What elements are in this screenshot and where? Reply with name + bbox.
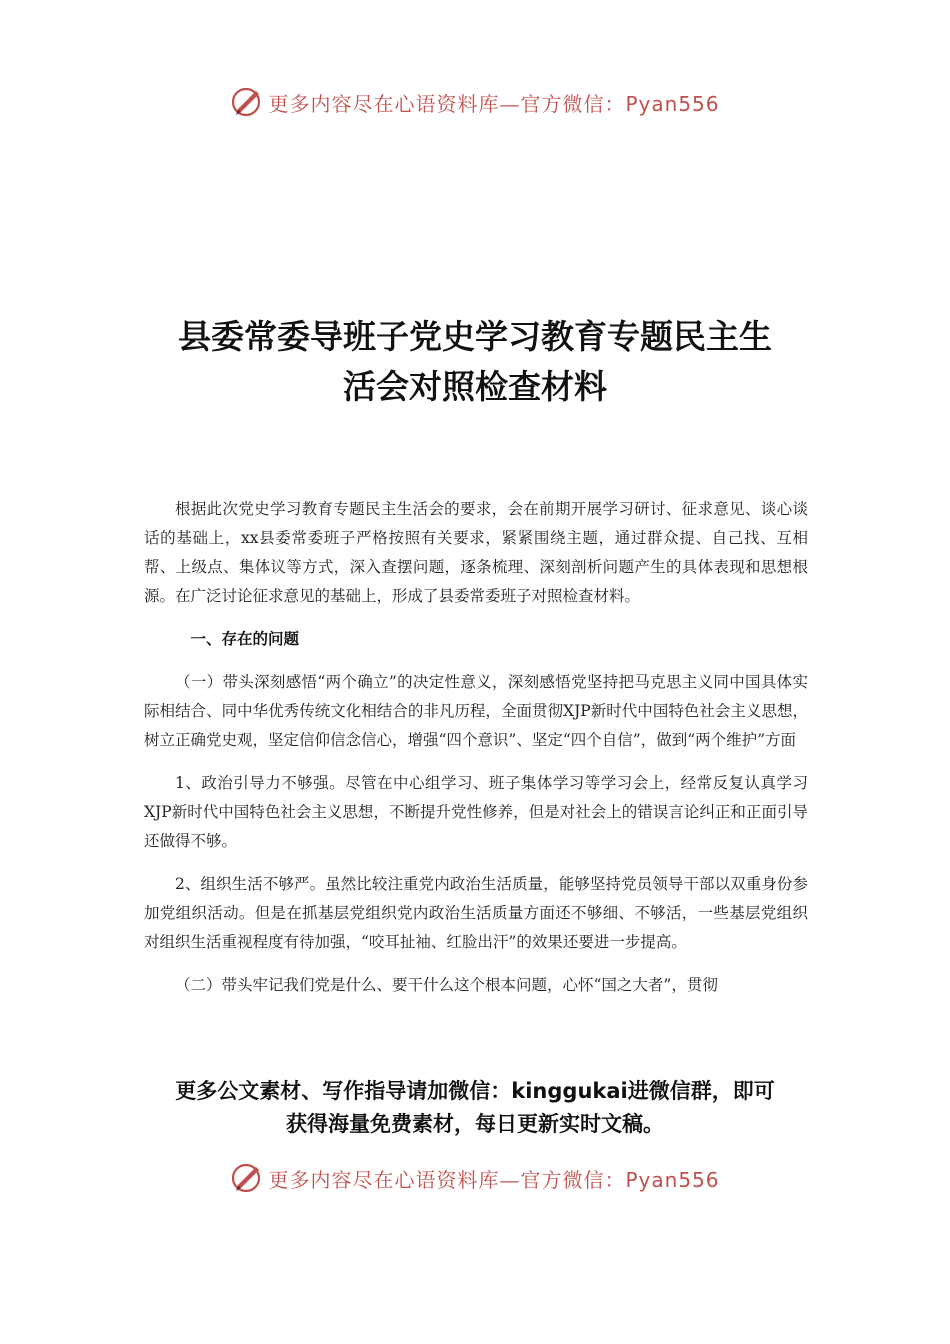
banner-wechat-id: Pyan556	[625, 1167, 720, 1192]
header-banner	[0, 82, 950, 122]
subsection-2: （二）带头牢记我们党是什么、要干什么这个根本问题，心怀“国之大者”，贯彻	[175, 976, 718, 994]
item-1: 1、政治引导力不够强。尽管在中心组学习、班子集体学习等学习会上，经常反复认真学习XJP新时代中国特色社会主义思想，不断提升党性修养，但是对社会上的错误言论纠正和正面引导还做得不够。	[144, 774, 808, 850]
banner-text: 更多内容尽在心语资料库—官方微信：Pyan556	[268, 1167, 720, 1192]
pen-logo-icon	[230, 85, 264, 119]
title-line-2: 活会对照检查材料	[343, 367, 607, 406]
title-line-1: 县委常委导班子党史学习教育专题民主生	[178, 317, 772, 356]
promo-text	[100, 1075, 850, 1141]
pen-logo-icon	[230, 1161, 264, 1195]
intro-paragraph: 根据此次党史学习教育专题民主生活会的要求，会在前期开展学习研讨、征求意见、谈心谈话的基础上，xx县委常委班子严格按照有关要求，紧紧围绕主题，通过群众提、自己找、互相帮、上级点、集体议等方式，深入查摆问题，逐条梳理、深刻剖析问题产生的具体表现和思想根源。在广泛讨论征求意见的基础上，形成了县委常委班子对照检查材料。	[144, 500, 808, 605]
promo-line-1: 更多公文素材、写作指导请加微信：kinggukai进微信群，即可	[175, 1079, 775, 1103]
banner-wechat-id: Pyan556	[625, 91, 720, 116]
section-heading: 一、存在的问题	[190, 630, 300, 648]
document-title	[130, 312, 820, 412]
subsection-1: （一）带头深刻感悟“两个确立”的决定性意义，深刻感悟党坚持把马克思主义同中国具体实际相结合、同中华优秀传统文化相结合的非凡历程，全面贯彻XJP新时代中国特色社会主义思想，树立正确党史观，坚定信仰信念信心，增强“四个意识”、坚定“四个自信”，做到“两个维护”方面	[144, 673, 808, 749]
item-2: 2、组织生活不够严。虽然比较注重党内政治生活质量，能够坚持党员领导干部以双重身份参加党组织活动。但是在抓基层党组织党内政治生活质量方面还不够细、不够活，一些基层党组织对组织生活重视程度有待加强，“咬耳扯袖、红脸出汗”的效果还要进一步提高。	[144, 875, 808, 951]
document-body	[144, 495, 808, 1014]
banner-text: 更多内容尽在心语资料库—官方微信：Pyan556	[268, 91, 720, 116]
footer-banner	[0, 1158, 950, 1198]
promo-line-2: 获得海量免费素材，每日更新实时文稿。	[286, 1112, 664, 1136]
